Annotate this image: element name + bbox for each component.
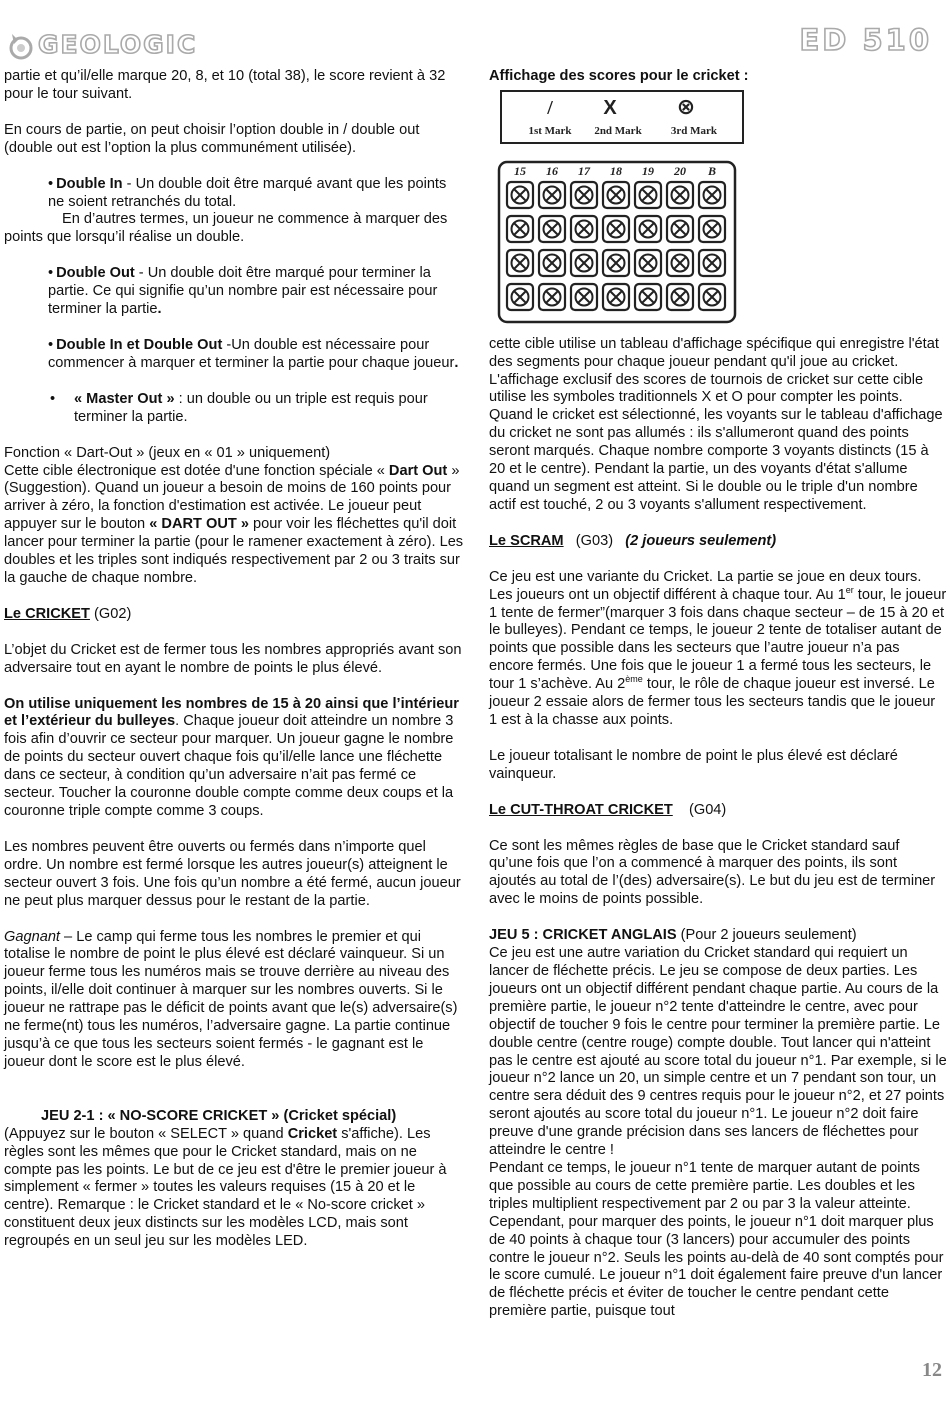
section-heading: Affichage des scores pour le cricket : bbox=[489, 68, 749, 84]
paragraph: En cours de partie, on peut choisir l’option double in / double out (double out est l’option la plus communément utilisée). bbox=[4, 121, 420, 156]
grid-header-label: 19 bbox=[642, 163, 654, 178]
paragraph: cette cible utilise un tableau d'affichage spécifique qui enregistre l'état des segments pour chaque joueur pendant qu'il joue au cricket. L'affichage exclusif des scores de tournois de cricket sur cette cible utilise les symboles traditionnels X et O pour compter les points. Quand le cricket est sélectionné, les voyants sur le tableau d'affichage du cricket ne sont pas allumés : ils s'allumeront quand des points seront marqués. Chaque nombre comporte 3 voyants distincts (15 à 20 et le centre). Pendant la partie, un des voyants d'état s'allume quand un segment est atteint. Si le double ou le triple d'un nombre actif est touché, 2 ou 3 voyants s'allument respectivement. bbox=[489, 335, 943, 513]
paragraph: partie et qu’il/elle marque 20, 8, et 10 (total 38), le score revient à 32 pour le tour suivant. bbox=[4, 68, 446, 102]
paragraph: Pendant ce temps, le joueur n°1 tente de marquer autant de points que possible au cours de cette première partie. Les doubles et les triples multiplient respectivement par 2 ou par 3 la valeur atteinte. Cependant, pour marquer des points, le joueur n°1 doit marquer plus de 40 points à chaque tour (3 lancers) pour accumuler des points contre le joueur n°2. Seuls les points au-delà de 40 sont comptés pour le score cumulé. Le joueur n°1 doit également faire preuve d'un lancer de fléchette précis et éviter de toucher le centre pendant cette première partie, puisque tout bbox=[489, 1159, 944, 1320]
model-name: ED 510 bbox=[799, 23, 932, 57]
marks-figure bbox=[500, 90, 744, 144]
grid-cell-icon bbox=[667, 182, 693, 208]
paragraph: Gagnant – Le camp qui ferme tous les nombres le premier et qui totalise le nombre de point le plus élevé est déclaré vainqueur. Si un joueur ferme tous les numéros mais se trouve derrière au niveau des points, il/elle doit continuer à marquer sur les nombres ouverts. Si le joueur ne rattrape pas le déficit de points avant que le(s) adversaire(s) ne ferme(nt) tous les numéros, l’adversaire gagne. La partie continue jusqu’à ce que tous les secteurs soient fermés - le gagnant est le joueur dont le score est le plus élevé. bbox=[4, 928, 458, 1070]
grid-cell-icon bbox=[699, 284, 725, 310]
page-header bbox=[0, 0, 950, 68]
grid-header-label: 18 bbox=[610, 163, 622, 178]
paragraph: Ce sont les mêmes règles de base que le Cricket standard sauf qu’une fois que l’on a commencé à marquer des points, ils sont ajoutés au total de l’(des) adversaire(s). Le but du jeu est de terminer avec le moins de points possible. bbox=[489, 837, 936, 908]
grid-cell-icon bbox=[699, 250, 725, 276]
grid-cell-icon bbox=[507, 216, 533, 242]
double-in-out-item: • Double In et Double Out -Un double est nécessaire pour commencer à marquer et terminer la partie pour chaque joueur. bbox=[48, 336, 459, 371]
grid-cell-icon bbox=[507, 182, 533, 208]
paragraph: On utilise uniquement les nombres de 15 à 20 ainsi que l’intérieur et l’extérieur du bulleyes. Chaque joueur doit atteindre un nombre 3 fois afin d’ouvrir ce secteur pour marquer. Un joueur gagne le nombre de points du secteur ouvert chaque fois qu’il/elle lance une fléchette dans ce secteur, à condition qu’un adversaire n’ait pas fermé ce secteur. Toucher la couronne double compte comme deux coups et la couronne triple compte comme 3 coups. bbox=[4, 695, 459, 819]
grid-cell-icon bbox=[635, 216, 661, 242]
grid-cell-icon bbox=[635, 284, 661, 310]
mark-symbol-3: ⊗ bbox=[676, 94, 696, 120]
bullet-icon: • bbox=[48, 336, 54, 353]
mark-label-3: 3rd Mark bbox=[670, 124, 718, 137]
paragraph: Ce jeu est une variante du Cricket. La partie se joue en deux tours. Les joueurs ont un objectif différent à chaque tour. Au 1er tour, le joueur 1 tente de fermer”(marquer 3 fois dans chaque secteur – de 15 à 20 et le bulleyes). Pendant ce temps, le joueur 2 tente de totaliser autant de points que possible dans les secteurs que l’autre joueur n’a pas encore fermés. Une fois que le joueur 1 a fermé tous les secteurs, le tour 1 s’achève. Au 2ème tour, le rôle de chaque joueur est inversé. Le joueur 2 essaie alors de fermer tous les secteurs tandis que le joueur 1 est à la chasse aux points. bbox=[489, 568, 947, 728]
section-heading: Le CUT-THROAT CRICKET (G04) bbox=[489, 801, 727, 818]
grid-cell-icon bbox=[699, 216, 725, 242]
grid-cell-icon bbox=[603, 284, 629, 310]
bullet-icon: • bbox=[48, 175, 54, 192]
paragraph: En d’autres termes, un joueur ne commence à marquer des points que lorsqu’il réalise un double. bbox=[4, 211, 448, 246]
brand-logo bbox=[6, 30, 197, 60]
left-column bbox=[4, 68, 464, 1251]
section-heading: Le SCRAM (G03) (2 joueurs seulement) bbox=[489, 532, 777, 549]
paragraph: L’objet du Cricket est de fermer tous les nombres appropriés avant son adversaire tout en ayant le nombre de points le plus élevé. bbox=[4, 641, 462, 676]
paragraph: Le joueur totalisant le nombre de point le plus élevé est déclaré vainqueur. bbox=[489, 747, 898, 782]
grid-cell-icon bbox=[539, 182, 565, 208]
double-in-item: • Double In - Un double doit être marqué avant que les points ne soient retranchés du total. bbox=[48, 175, 447, 210]
mark-symbol-1: / bbox=[547, 96, 553, 119]
master-out-item: • « Master Out » : un double ou un triple est requis pour terminer la partie. bbox=[50, 390, 428, 425]
bullet-icon: • bbox=[50, 390, 56, 407]
grid-cell-icon bbox=[539, 216, 565, 242]
grid-header-label: 20 bbox=[674, 163, 686, 178]
paragraph: Ce jeu est une autre variation du Cricket standard qui requiert un lancer de fléchette précis. Le jeu se compose de deux parties. Les joueurs ont un objectif différent pendant chaque partie. Au cours de la première partie, le joueur n°2 tente d'atteindre le centre, avec pour objectif de toucher 9 fois le centre pour terminer la première partie. Le double centre (centre rouge) compte double. Tout lancer qui n'atteint pas le centre est ajouté au score total du joueur n°1. Par exemple, si le joueur n°2 lance un 20, un simple centre et un 7 pendant son tour, un centre sera déduit des 9 centres requis pour le joueur n°2, et 27 points seront ajoutés au score total du joueur n°1. Le joueur n°2 doit faire preuve d'une grande précision dans ses lancers de fléchettes pour atteindre le centre ! bbox=[489, 945, 947, 1159]
bullet-icon: • bbox=[48, 265, 54, 282]
grid-header-label: 16 bbox=[546, 163, 558, 178]
grid-cell-icon bbox=[539, 250, 565, 276]
paragraph: Cette cible électronique est dotée d'une fonction spéciale « Dart Out » (Suggestion). Quand un joueur a besoin de moins de 160 points pour arriver à zéro, la fonction d'estimation est activée. Le joueur peut appuyer sur le bouton « DART OUT » pour voir les fléchettes qu'il doit lancer pour terminer la partie (pour le ramener exactement à zéro). Les doubles et les triples sont indiqués respectivement par 2 ou 3 traits sur la gauche de chaque nombre. bbox=[4, 462, 464, 586]
paragraph: Fonction « Dart-Out » (jeux en « 01 » uniquement) bbox=[4, 444, 331, 461]
grid-cell-icon bbox=[635, 250, 661, 276]
double-out-item: • Double Out - Un double doit être marqué pour terminer la partie. Ce qui signifie qu’un nombre pair est nécessaire pour terminer la partie. bbox=[48, 265, 438, 318]
section-heading: Le CRICKET (G02) bbox=[4, 605, 132, 622]
grid-cell-icon bbox=[571, 284, 597, 310]
grid-header-label: 15 bbox=[514, 163, 526, 178]
grid-cell-icon bbox=[571, 216, 597, 242]
grid-cell-icon bbox=[571, 182, 597, 208]
grid-cell-icon bbox=[667, 284, 693, 310]
section-heading: JEU 2-1 : « NO-SCORE CRICKET » (Cricket spécial) bbox=[41, 1107, 397, 1124]
mark-label-1: 1st Mark bbox=[528, 124, 572, 137]
grid-cell-icon bbox=[667, 216, 693, 242]
grid-cell-icon bbox=[603, 250, 629, 276]
grid-cell-icon bbox=[571, 250, 597, 276]
cricket-scoreboard-figure bbox=[497, 160, 737, 324]
section-heading: JEU 5 : CRICKET ANGLAIS (Pour 2 joueurs seulement) bbox=[489, 927, 857, 944]
right-column bbox=[489, 68, 947, 1321]
paragraph: (Appuyez sur le bouton « SELECT » quand Cricket s'affiche). Les règles sont les mêmes que pour le Cricket standard, mais on ne compte pas les points. Le but de ce jeu est d'être le premier joueur à simplement « fermer » toutes les valeurs requises (15 à 20 et le centre). Remarque : le Cricket standard et le « No-score cricket » constituent deux jeux distincts sur les modèles LCD, mais sont regroupés en un seul jeu sur les modèles LED. bbox=[4, 1125, 447, 1250]
brand-logo-icon bbox=[6, 30, 34, 60]
grid-cell-icon bbox=[635, 182, 661, 208]
grid-cell-icon bbox=[603, 182, 629, 208]
grid-cell-icon bbox=[699, 182, 725, 208]
grid-cell-icon bbox=[667, 250, 693, 276]
grid-header-label: 17 bbox=[578, 163, 590, 178]
brand-name: GEOLOGIC bbox=[38, 30, 198, 60]
grid-cell-icon bbox=[539, 284, 565, 310]
mark-symbol-2: X bbox=[603, 96, 617, 119]
grid-cell-icon bbox=[507, 250, 533, 276]
paragraph: Les nombres peuvent être ouverts ou fermés dans n’importe quel ordre. Un nombre est fermé lorsque les autres joueur(s) atteignent le secteur ouvert 3 fois. Une fois qu’un nombre a été fermé, aucun joueur ne peut plus marquer dessus pour le restant de la partie. bbox=[4, 838, 461, 909]
grid-cell-icon bbox=[507, 284, 533, 310]
grid-cell-icon bbox=[603, 216, 629, 242]
grid-header-label: B bbox=[707, 163, 717, 178]
mark-label-2: 2nd Mark bbox=[594, 124, 642, 137]
page-number: 12 bbox=[922, 1359, 942, 1381]
